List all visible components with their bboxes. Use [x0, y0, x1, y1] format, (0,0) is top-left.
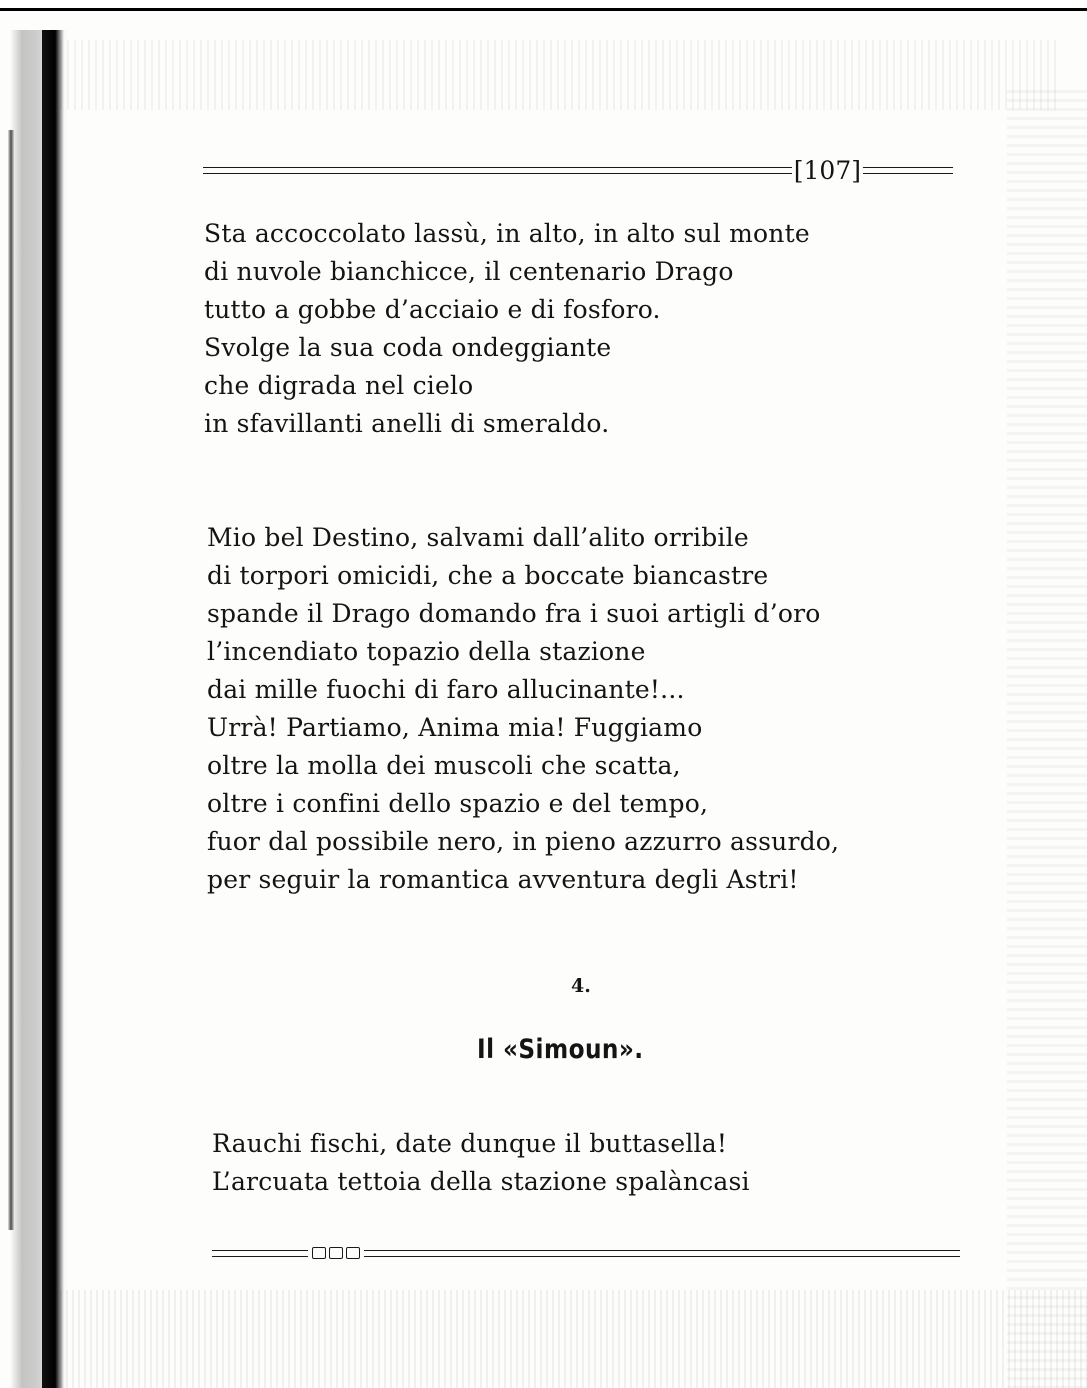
binding-edge-thin — [8, 130, 14, 1230]
verse-line: Mio bel Destino, salvami dall’alito orribile — [207, 523, 749, 552]
verse-line: oltre la molla dei muscoli che scatta, — [207, 751, 681, 780]
footer-rule-right — [364, 1250, 960, 1257]
verse-line: fuor dal possibile nero, in pieno azzurro assurdo, — [207, 827, 840, 856]
page-number: [107] — [793, 155, 861, 185]
stanza-1 — [204, 215, 810, 443]
scan-noise-bottom — [60, 1290, 1087, 1388]
verse-line: dai mille fuochi di faro allucinante!... — [207, 675, 685, 704]
page-footer-ornament — [212, 1241, 960, 1265]
stanza-2 — [207, 519, 839, 899]
page-header — [203, 152, 953, 188]
verse-line: di nuvole bianchicce, il centenario Drago — [204, 257, 734, 286]
ornament-box-icon — [329, 1247, 343, 1259]
ornament-box-icon — [312, 1247, 326, 1259]
verse-line: Svolge la sua coda ondeggiante — [204, 333, 612, 362]
verse-line: L’arcuata tettoia della stazione spalàncasi — [212, 1167, 750, 1196]
verse-line: spande il Drago domando fra i suoi artigli d’oro — [207, 599, 821, 628]
scan-noise-right — [1007, 90, 1087, 1388]
section-number: 4. — [571, 975, 591, 997]
ornament-box-icon — [346, 1247, 360, 1259]
verse-line: che digrada nel cielo — [204, 371, 474, 400]
header-rule-left — [203, 167, 792, 174]
verse-line: l’incendiato topazio della stazione — [207, 637, 646, 666]
header-rule-right — [863, 167, 953, 174]
verse-line: Sta accoccolato lassù, in alto, in alto sul monte — [204, 219, 810, 248]
scan-noise-top — [60, 40, 1060, 110]
footer-rule-left — [212, 1250, 308, 1257]
scan-top-edge — [0, 0, 1087, 12]
verse-line: di torpori omicidi, che a boccate biancastre — [207, 561, 769, 590]
stanza-3 — [212, 1125, 750, 1201]
verse-line: in sfavillanti anelli di smeraldo. — [204, 409, 610, 438]
verse-line: oltre i confini dello spazio e del tempo, — [207, 789, 709, 818]
binding-edge — [42, 30, 64, 1388]
verse-line: per seguir la romantica avventura degli Astri! — [207, 865, 799, 894]
verse-line: tutto a gobbe d’acciaio e di fosforo. — [204, 295, 661, 324]
section-title: Il «Simoun». — [477, 1034, 644, 1065]
ornament-boxes — [308, 1247, 364, 1259]
verse-line: Rauchi fischi, date dunque il buttasella! — [212, 1129, 728, 1158]
verse-line: Urrà! Partiamo, Anima mia! Fuggiamo — [207, 713, 703, 742]
